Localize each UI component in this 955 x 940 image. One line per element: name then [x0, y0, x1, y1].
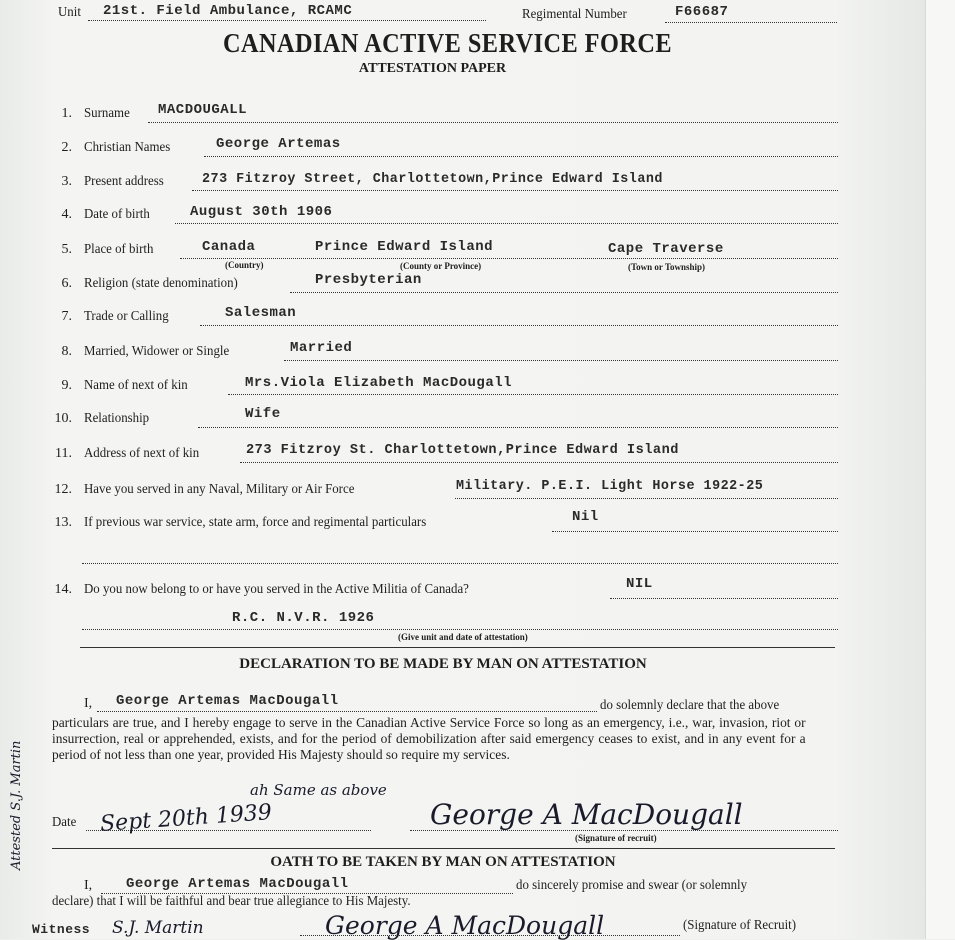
field-label: Do you now belong to or have you served in the Active Militia of Canada?	[84, 582, 469, 597]
field-date-of-birth	[0, 204, 840, 227]
field-place-of-birth	[0, 239, 840, 272]
birth-town-value: Cape Traverse	[608, 241, 724, 257]
dotted-line	[455, 498, 838, 499]
field-religion	[0, 272, 840, 296]
unit-label: Unit	[58, 5, 81, 20]
field-value: August 30th 1906	[190, 204, 333, 220]
recruit-signature: George A MacDougall	[430, 798, 743, 831]
page-edge	[925, 0, 955, 939]
field-number: 1.	[61, 106, 72, 121]
dotted-line	[284, 360, 838, 361]
divider	[80, 647, 835, 648]
field-christian-names	[0, 136, 840, 160]
regimental-number-value: F66687	[675, 4, 729, 20]
field-marital-status	[0, 340, 840, 364]
field-number: 9.	[61, 378, 72, 393]
field-label: If previous war service, state arm, force and regimental particulars	[84, 515, 427, 530]
signature-caption: (Signature of recruit)	[575, 833, 657, 843]
field-value: Mrs.Viola Elizabeth MacDougall	[245, 375, 513, 391]
field-value: Salesman	[225, 305, 297, 321]
field-value: 273 Fitzroy St. Charlottetown,Prince Edward Island	[246, 443, 679, 458]
field-label: Married, Widower or Single	[84, 344, 230, 359]
caption-town: (Town or Township)	[628, 262, 706, 272]
birth-province-value: Prince Edward Island	[315, 239, 494, 255]
field-number: 13.	[54, 515, 72, 530]
oath-signature-caption: (Signature of Recruit)	[683, 918, 797, 933]
field-value: MACDOUGALL	[158, 102, 248, 118]
field-value: Wife	[245, 406, 281, 422]
field-number: 2.	[61, 140, 72, 155]
oath-name: George Artemas MacDougall	[126, 876, 349, 892]
oath-line2: declare) that I will be faithful and bear true allegiance to His Majesty.	[52, 894, 411, 909]
declaration-i: I,	[84, 696, 93, 711]
unit-dots	[88, 20, 486, 21]
dotted-line	[192, 190, 838, 191]
field-label: Relationship	[84, 411, 150, 426]
oath-line1-end: do sincerely promise and swear (or solemnly	[516, 878, 748, 893]
field-number: 10.	[54, 411, 72, 426]
field-label: Religion (state denomination)	[84, 276, 238, 291]
field-trade	[0, 305, 840, 329]
form-subtitle: ATTESTATION PAPER	[358, 61, 507, 76]
field-next-of-kin-address	[0, 443, 840, 466]
field-label: Christian Names	[84, 140, 171, 155]
field-label: Present address	[84, 174, 164, 189]
field-label: Trade or Calling	[84, 309, 169, 324]
dotted-line	[198, 427, 838, 428]
field-value: George Artemas	[216, 136, 341, 152]
dotted-line	[240, 462, 838, 463]
dotted-line	[175, 223, 838, 224]
field-previous-war-service	[0, 509, 840, 535]
field-present-address	[0, 174, 840, 194]
declaration-name: George Artemas MacDougall	[116, 693, 339, 709]
field-label: Have you served in any Naval, Military or Air Force	[84, 482, 355, 497]
caption-county: (County or Province)	[400, 261, 482, 271]
field-value: Married	[290, 340, 353, 356]
caption-country: (Country)	[225, 260, 264, 270]
declaration-name-dots	[97, 711, 597, 712]
oath-i: I,	[84, 878, 93, 893]
declaration-body: particulars are true, and I hereby engage to serve in the Canadian Active Service Force so long as an emergency, i.e., war, invasion, riot or insurrection, real or apprehended, exists, and for the period of demobilization after said emergency ceases to exist, and in any event for a period of not less than one year, provided His Majesty should so require my services.	[52, 716, 806, 763]
dotted-line	[228, 394, 838, 395]
field-label: Name of next of kin	[84, 378, 188, 393]
date-value: Sept 20th 1939	[99, 800, 273, 837]
attesting-officer-signature: Attested S.J. Martin	[9, 740, 24, 870]
declaration-line1-end: do solemnly declare that the above	[600, 698, 780, 713]
field-surname	[0, 102, 840, 126]
militia-caption: (Give unit and date of attestation)	[398, 632, 528, 642]
witness-signature: S.J. Martin	[112, 918, 204, 938]
dotted-line	[82, 563, 838, 564]
dotted-line	[552, 531, 838, 532]
field-relationship	[0, 406, 840, 431]
dotted-line	[610, 598, 838, 599]
form-title: CANADIAN ACTIVE SERVICE FORCE	[223, 28, 672, 58]
field-label: Surname	[84, 106, 130, 121]
dotted-line	[204, 156, 838, 157]
field-number: 3.	[61, 174, 72, 189]
dotted-line	[290, 292, 838, 293]
dotted-line	[148, 122, 838, 123]
field-number: 7.	[61, 309, 72, 324]
witness-label: Witness	[32, 922, 91, 937]
militia-unit-value: R.C. N.V.R. 1926	[232, 610, 375, 626]
field-value: Presbyterian	[315, 272, 422, 288]
field-number: 14.	[54, 582, 72, 597]
dotted-line	[82, 629, 838, 630]
field-active-militia	[0, 576, 840, 642]
field-number: 6.	[61, 276, 72, 291]
declaration-heading: DECLARATION TO BE MADE BY MAN ON ATTESTATION	[239, 656, 647, 672]
oath-recruit-signature: George A MacDougall	[325, 911, 605, 940]
field-value: 273 Fitzroy Street, Charlottetown,Prince Edward Island	[202, 172, 663, 187]
field-value: NIL	[626, 576, 653, 592]
birth-country-value: Canada	[202, 239, 256, 255]
field-number: 4.	[61, 207, 72, 222]
date-label: Date	[52, 815, 77, 830]
regimental-number-label: Regimental Number	[522, 7, 627, 22]
divider	[52, 848, 835, 849]
field-prior-service	[0, 479, 840, 502]
field-label: Date of birth	[84, 207, 150, 222]
field-number: 8.	[61, 344, 72, 359]
field-next-of-kin	[0, 375, 840, 398]
handwritten-note: ah Same as above	[250, 781, 387, 799]
field-number: 12.	[54, 482, 72, 497]
reg-dots	[665, 22, 837, 23]
field-number: 11.	[55, 446, 72, 461]
oath-heading: OATH TO BE TAKEN BY MAN ON ATTESTATION	[270, 854, 616, 870]
dotted-line	[200, 325, 838, 326]
unit-value: 21st. Field Ambulance, RCAMC	[103, 3, 353, 19]
dotted-line	[180, 258, 838, 259]
field-label: Place of birth	[84, 242, 154, 257]
field-label: Address of next of kin	[84, 446, 200, 461]
field-value: Military. P.E.I. Light Horse 1922-25	[456, 479, 764, 494]
field-number: 5.	[61, 242, 72, 257]
field-value: Nil	[572, 509, 599, 525]
